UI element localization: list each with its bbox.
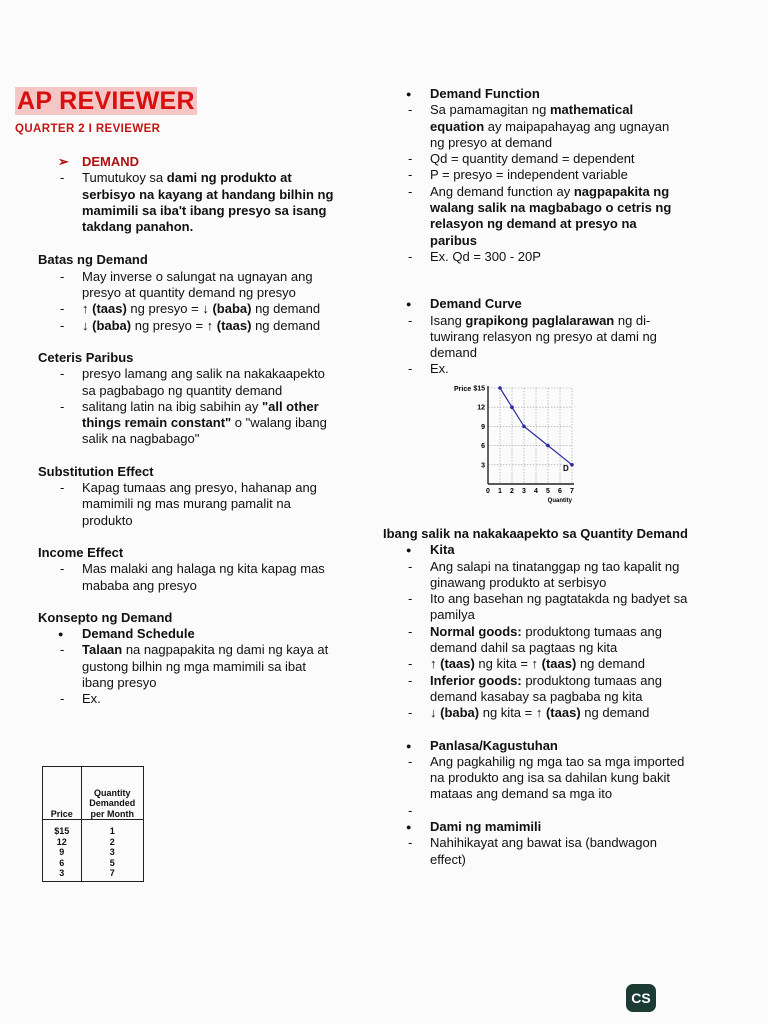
kita-heading: ● Kita [406, 542, 693, 558]
demand-section [38, 154, 338, 235]
table-cell: 2 [109, 836, 115, 847]
batas-item: - ↑ (taas) ng presyo = ↓ (baba) ng demand [58, 301, 338, 317]
demand-function-heading: ● Demand Function [406, 86, 686, 102]
dami-item: - Nahihikayat ang bawat isa (bandwagon effect) [406, 835, 693, 868]
table-cell: 3 [109, 847, 115, 857]
batas-item: - ↓ (baba) ng presyo = ↑ (taas) ng demand [58, 318, 338, 334]
x-tick-label: 1 [498, 488, 502, 495]
x-tick-label: 0 [486, 488, 490, 495]
function-item: - P = presyo = independent variable [406, 167, 686, 183]
batas-heading: Batas ng Demand [38, 252, 148, 268]
data-point [510, 405, 514, 409]
empty-dash-item [406, 803, 693, 819]
curve-ex: - Ex. [406, 361, 686, 377]
y-axis-label: Price [454, 386, 472, 393]
curve-label: D [563, 463, 569, 473]
income-heading: Income Effect [38, 544, 124, 560]
ceteris-heading: Ceteris Paribus [38, 349, 134, 365]
kita-item: - Ito ang basehan ng pagtatakda ng badyet sa pamilya [406, 591, 693, 624]
batas-section [38, 252, 338, 333]
ceteris-item: - presyo lamang ang salik na nakakaapekto sa pagbabago ng quantity demand [58, 366, 338, 399]
kita-item: - ↓ (baba) ng kita = ↑ (taas) ng demand [406, 705, 693, 721]
y-tick-label: 3 [481, 462, 485, 470]
table-price-column [43, 820, 82, 882]
dami-heading: ● Dami ng mamimili [406, 819, 693, 835]
demand-schedule-table [42, 766, 144, 882]
panlasa-item: - Ang pagkahilig ng mga tao sa mga imported na produkto ang isa sa dahilan kung bakit mataas ang demand sa mga ito [406, 754, 693, 803]
ceteris-section [38, 350, 338, 448]
table-cell: 12 [56, 836, 67, 847]
demand-schedule-heading: ● Demand Schedule [58, 626, 338, 642]
income-item: - Mas malaki ang halaga ng kita kapag mas mababa ang presyo [58, 561, 338, 594]
table-cell: 5 [109, 857, 115, 868]
function-item: - Sa pamamagitan ng mathematical equation ay maipapahayag ang ugnayan ng presyo at demand [406, 102, 686, 151]
x-tick-label: 3 [522, 488, 526, 495]
table-cell: 9 [59, 847, 65, 857]
salik-heading: Ibang salik na nakakaapekto sa Quantity Demand [383, 526, 688, 541]
kita-item: - Ang salapi na tinatanggap ng tao kapalit ng ginawang produkto at serbisyo [406, 559, 693, 592]
data-point [546, 444, 550, 448]
right-column [406, 86, 686, 378]
konsepto-section [38, 610, 338, 708]
page-subtitle: QUARTER 2 I REVIEWER [15, 123, 161, 135]
kita-item: - ↑ (taas) ng kita = ↑ (taas) ng demand [406, 656, 693, 672]
konsepto-item: - Talaan na nagpapakita ng dami ng kaya at gustong bilhin ng mga mamimili sa ibat ibang presyo [58, 642, 338, 691]
ceteris-item: - salitang latin na ibig sabihin ay "all other things remain constant" o "walang ibang salik na nagbabago" [58, 399, 338, 448]
data-point [570, 463, 574, 467]
kita-item: - Normal goods: produktong tumaas ang demand dahil sa pagtaas ng kita [406, 624, 693, 657]
x-tick-label: 7 [570, 488, 574, 495]
x-tick-label: 5 [546, 488, 550, 495]
left-column [38, 154, 338, 708]
table-header-quantity: Quantity Demanded per Month [81, 767, 144, 820]
table-cell: 3 [59, 868, 65, 878]
table-quantity-column [81, 820, 144, 882]
panlasa-heading: ● Panlasa/Kagustuhan [406, 738, 693, 754]
camscanner-logo: CS [626, 984, 656, 1012]
demand-curve-chart [430, 384, 580, 508]
curve-item: - Isang grapikong paglalarawan ng di-tuwirang relasyon ng presyo at dami ng demand [406, 313, 686, 362]
table-cell: $15 [54, 826, 70, 836]
income-section [38, 545, 338, 594]
salik-section [383, 526, 693, 868]
table-cell: 6 [59, 857, 65, 868]
batas-item: - May inverse o salungat na ugnayan ang presyo at quantity demand ng presyo [58, 269, 338, 302]
function-item: - Qd = quantity demand = dependent [406, 151, 686, 167]
table-cell: 1 [109, 826, 115, 836]
data-point [522, 425, 526, 429]
function-item: - Ex. Qd = 300 - 20P [406, 249, 686, 265]
substitution-section [38, 464, 338, 529]
demand-definition: - Tumutukoy sa dami ng produkto at serbisyo na kayang at handang bilhin ng mamimili sa iba't ibang presyo sa isang takdang panahon. [58, 170, 338, 235]
kita-item: - Inferior goods: produktong tumaas ang demand kasabay sa pagbaba ng kita [406, 673, 693, 706]
data-point [498, 386, 502, 390]
table-cell: 7 [109, 868, 115, 878]
konsepto-ex: - Ex. [58, 691, 338, 707]
page-title: AP REVIEWER [17, 87, 195, 115]
y-tick-label: 9 [481, 423, 485, 431]
table-header-price: Price [43, 767, 82, 820]
substitution-item: - Kapag tumaas ang presyo, hahanap ang mamimili ng mas murang pamalit na produkto [58, 480, 338, 529]
y-tick-label: 12 [477, 404, 485, 412]
demand-heading: ➢ DEMAND [58, 154, 338, 170]
x-tick-label: 2 [510, 488, 514, 495]
substitution-heading: Substitution Effect [38, 463, 154, 479]
function-item: - Ang demand function ay nagpapakita ng walang salik na magbabago o cetris ng relasyon ng demand at presyo na paribus [406, 184, 686, 249]
y-tick-label: 6 [481, 443, 485, 451]
demand-curve-heading: ● Demand Curve [406, 296, 686, 312]
x-tick-label: 6 [558, 488, 562, 495]
x-tick-label: 4 [534, 488, 538, 495]
y-tick-label: $15 [473, 385, 485, 393]
konsepto-heading: Konsepto ng Demand [38, 609, 173, 625]
x-axis-label: Quantity [547, 498, 572, 504]
